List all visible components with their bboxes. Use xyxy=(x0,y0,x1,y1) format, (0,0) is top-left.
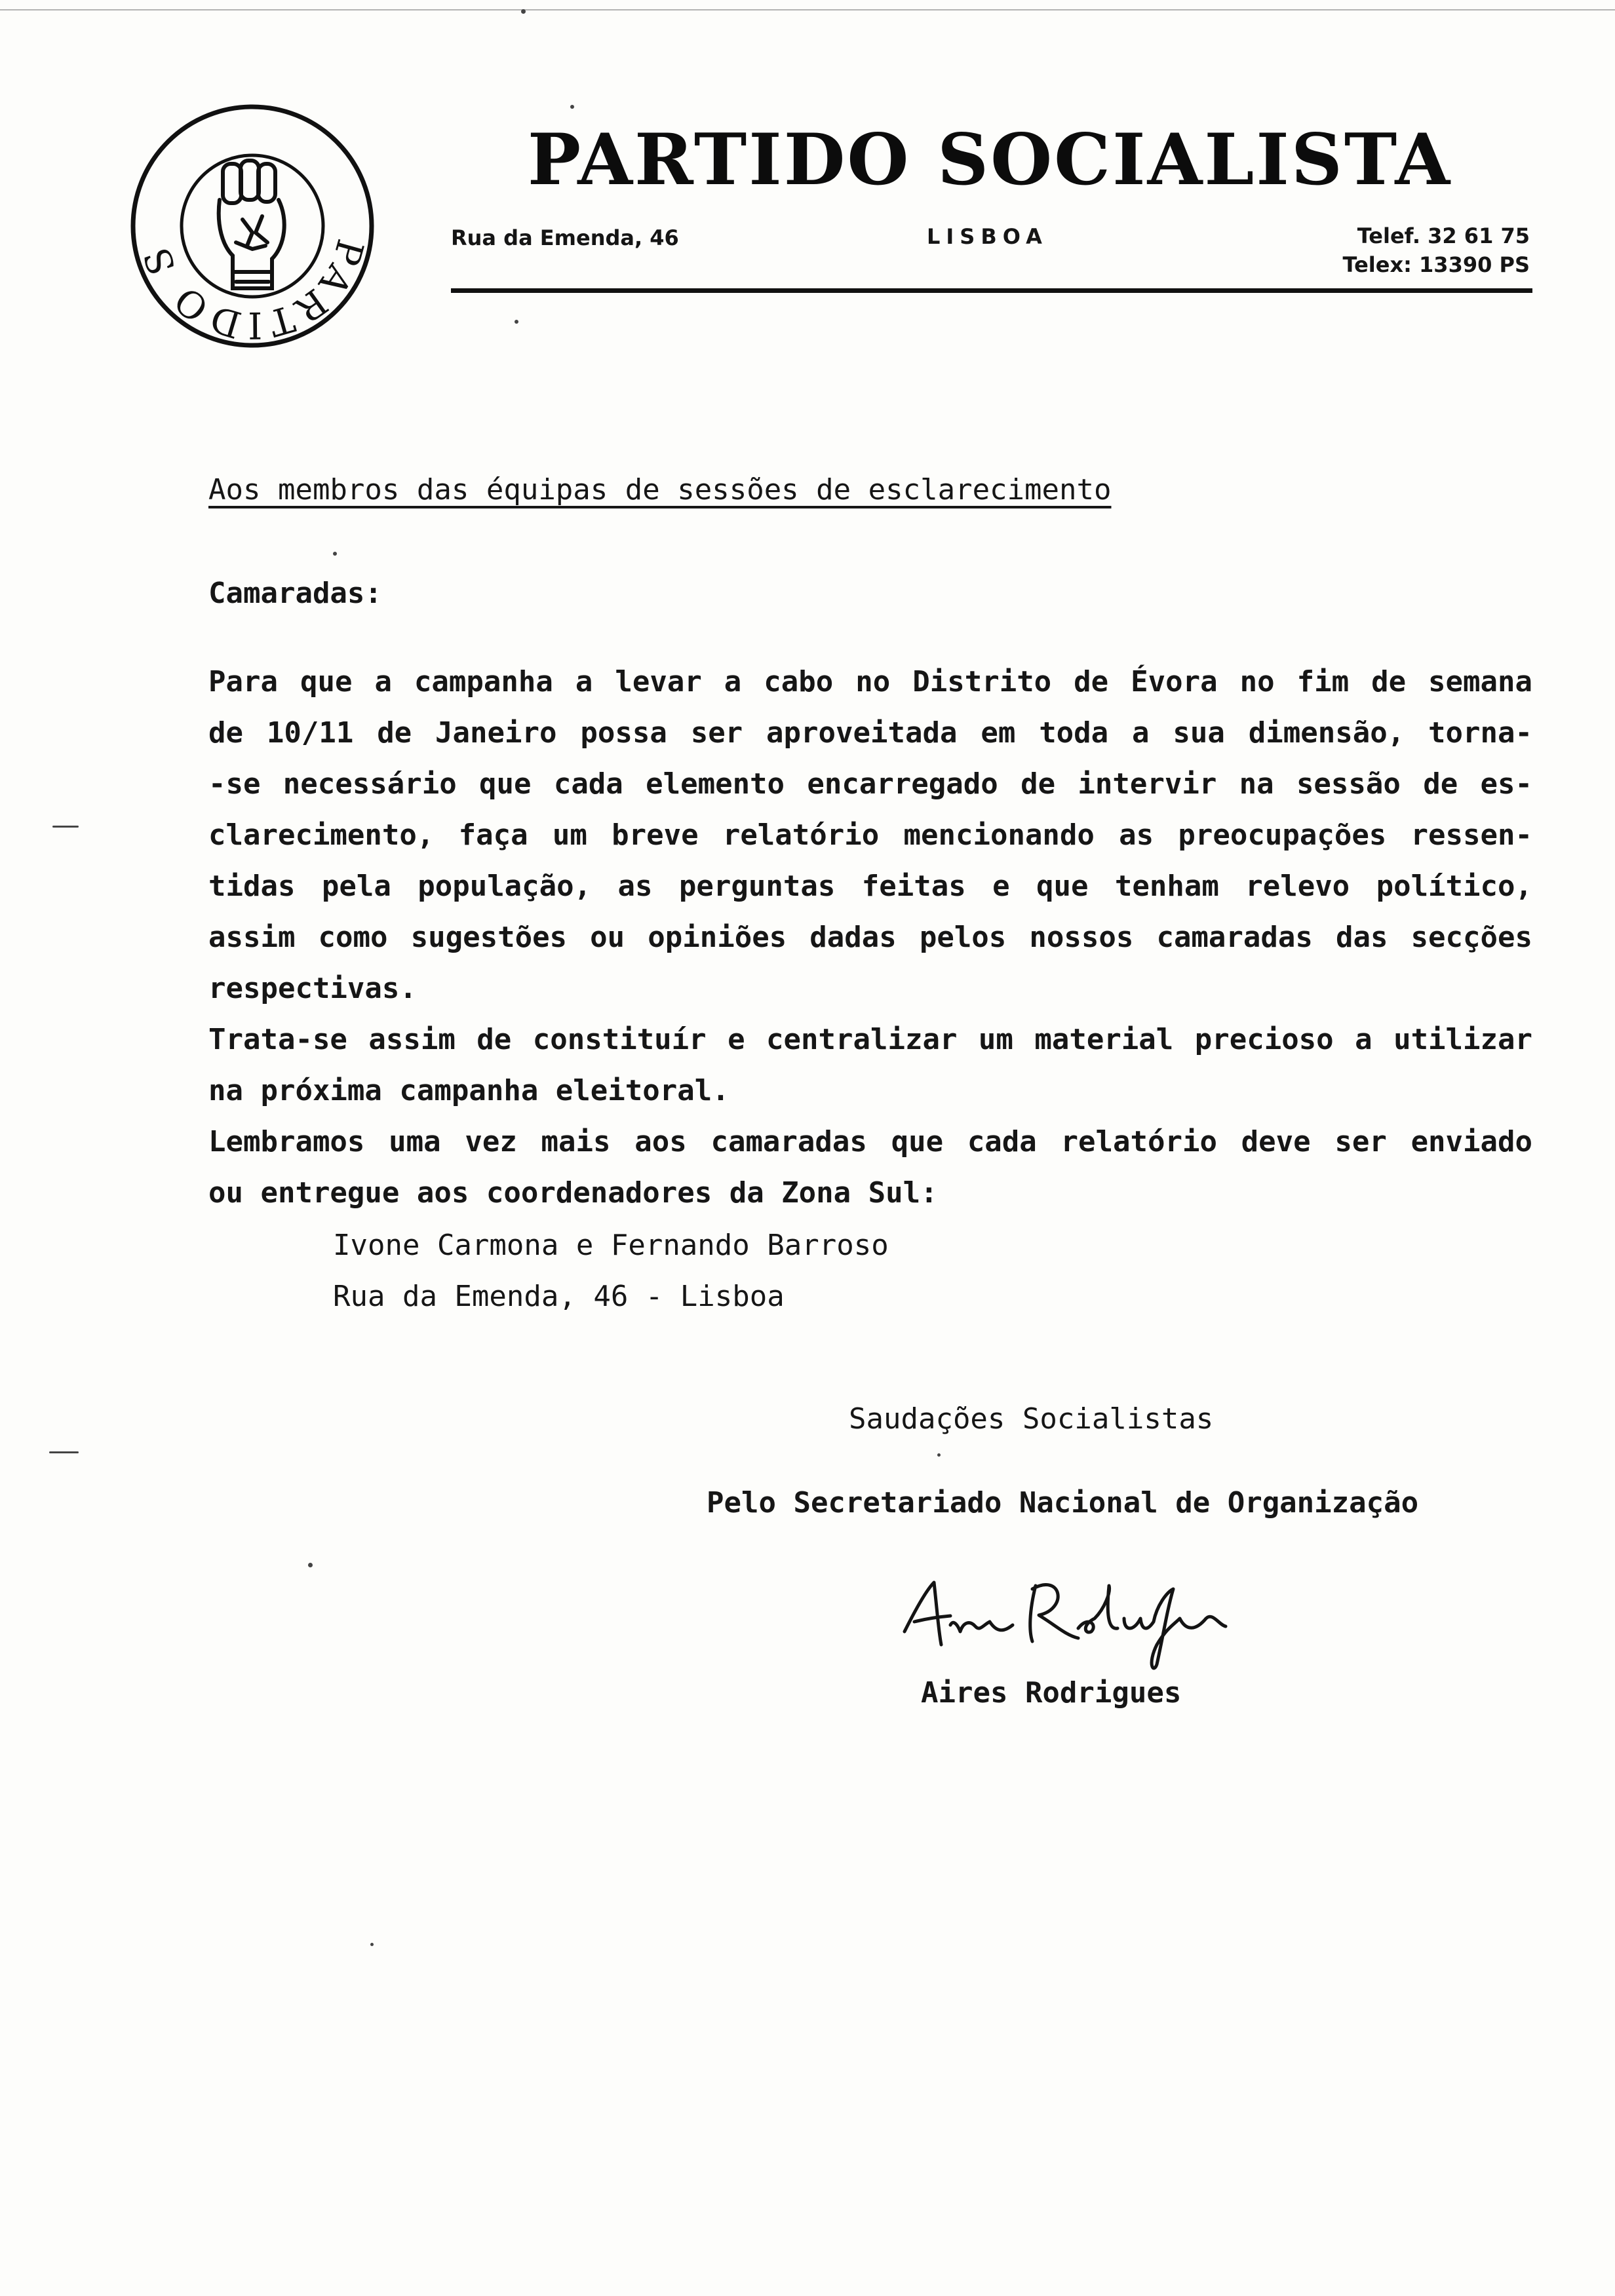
handwritten-signature xyxy=(898,1553,1265,1684)
fist-emblem xyxy=(128,102,377,351)
logo-ring-text: PARTIDO S xyxy=(134,235,372,347)
letter-signer: Aires Rodrigues xyxy=(921,1676,1182,1710)
letterhead-party-name: PARTIDO SOCIALISTA xyxy=(527,119,1452,201)
letter-on-behalf: Pelo Secretariado Nacional de Organização xyxy=(707,1486,1419,1520)
letterhead-contact xyxy=(1343,221,1530,279)
scan-speck xyxy=(370,1943,374,1946)
letter-greeting: Camaradas: xyxy=(208,577,382,610)
letterhead-city: LISBOA xyxy=(927,224,1048,249)
body-line: Para que a campanha a levar a cabo no Distrito de Évora no fim de semana xyxy=(208,665,1532,698)
letter-body xyxy=(208,657,1532,1219)
party-logo xyxy=(128,102,377,351)
scan-speck xyxy=(570,105,574,109)
scan-speck xyxy=(333,552,337,556)
letterhead-address: Rua da Emenda, 46 xyxy=(451,225,679,250)
coordinators-names: Ivone Carmona e Fernando Barroso xyxy=(333,1229,889,1262)
body-line: Lembramos uma vez mais aos camaradas que cada relatório deve ser enviado xyxy=(208,1125,1532,1158)
letter-subject: Aos membros das équipas de sessões de esclarecimento xyxy=(208,473,1112,507)
scan-edge-line xyxy=(0,9,1615,10)
letterhead-phone: Telef. 32 61 75 xyxy=(1357,223,1530,248)
body-line: Trata-se assim de constituír e centralizar um material precioso a utilizar xyxy=(208,1023,1532,1056)
scan-speck xyxy=(515,320,518,324)
body-line: tidas pela população, as perguntas feitas e que tenham relevo político, xyxy=(208,870,1532,903)
body-line: respectivas. xyxy=(208,972,417,1005)
letterhead-rule xyxy=(451,288,1532,293)
body-line: clarecimento, faça um breve relatório mencionando as preocupações ressen- xyxy=(208,818,1532,852)
coordinators-block xyxy=(333,1220,889,1322)
body-line: -se necessário que cada elemento encarregado de intervir na sessão de es- xyxy=(208,767,1532,801)
scan-speck xyxy=(521,9,526,14)
scan-speck xyxy=(937,1453,941,1457)
fist-icon xyxy=(219,161,284,288)
letterhead-telex: Telex: 13390 PS xyxy=(1342,252,1530,277)
scan-speck xyxy=(308,1563,313,1567)
body-line: na próxima campanha eleitoral. xyxy=(208,1074,730,1107)
coordinators-address: Rua da Emenda, 46 - Lisboa xyxy=(333,1280,785,1313)
letter-closing: Saudações Socialistas xyxy=(849,1402,1214,1436)
body-line: de 10/11 de Janeiro possa ser aproveitada em toda a sua dimensão, torna- xyxy=(208,716,1532,750)
body-line: assim como sugestões ou opiniões dadas pelos nossos camaradas das secções xyxy=(208,921,1532,954)
body-line: ou entregue aos coordenadores da Zona Sul: xyxy=(208,1176,938,1210)
scan-speck xyxy=(49,1451,79,1453)
scan-speck xyxy=(52,826,79,828)
